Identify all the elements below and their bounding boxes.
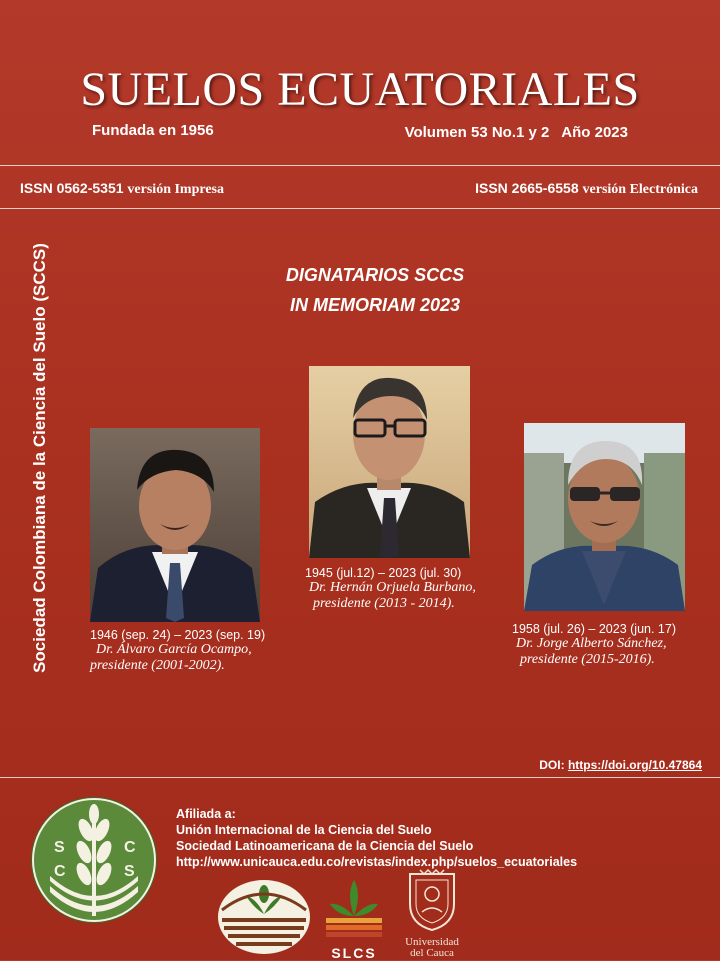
sccs-letter-1: S <box>54 839 65 856</box>
unicauca-line-1: Universidad <box>405 936 459 948</box>
divider-bottom <box>0 777 720 778</box>
portrait-orjuela <box>309 366 470 558</box>
heading-line-1: DIGNATARIOS SCCS <box>285 265 465 285</box>
divider-top <box>0 165 720 166</box>
sccs-logo <box>30 796 158 924</box>
unicauca-text <box>400 937 464 959</box>
slcs-text: SLCS <box>331 945 377 961</box>
caption-garcia <box>90 628 265 674</box>
sccs-letter-3: C <box>124 839 136 856</box>
caption-orjuela-role: presidente (2013 - 2014). <box>313 596 455 611</box>
caption-orjuela-dates: 1945 (jul.12) – 2023 (jul. 30) <box>305 566 462 580</box>
founded-text: Fundada en 1956 <box>92 122 214 139</box>
side-society-text: Sociedad Colombiana de la Ciencia del Suelo (SCCS) <box>30 243 49 673</box>
volume-text: Volumen 53 No.1 y 2 Año 2023 <box>404 124 628 141</box>
issn-electronic-number: ISSN 2665-6558 <box>475 180 579 196</box>
sccs-letter-4: S <box>124 863 135 880</box>
caption-garcia-role: presidente (2001-2002). <box>90 658 225 673</box>
heading-line-2: IN MEMORIAM 2023 <box>289 295 461 315</box>
portrait-garcia <box>90 428 260 622</box>
journal-title: SUELOS ECUATORIALES <box>80 63 640 116</box>
caption-garcia-dates: 1946 (sep. 24) – 2023 (sep. 19) <box>90 628 266 642</box>
portrait-sanchez <box>524 423 685 611</box>
issn-electronic-label: versión Electrónica <box>582 182 698 197</box>
caption-sanchez-name: Dr. Jorge Alberto Sánchez, <box>516 636 667 651</box>
caption-orjuela-name: Dr. Hernán Orjuela Burbano, <box>309 580 476 595</box>
doi-label: DOI: <box>539 758 565 772</box>
unicauca-logo <box>400 868 464 958</box>
issn-print-number: ISSN 0562-5351 <box>20 180 124 196</box>
doi-line <box>539 758 702 772</box>
affiliation-org-1: Unión Internacional de la Ciencia del Suelo <box>176 823 432 837</box>
issn-electronic <box>475 180 698 198</box>
divider-issn <box>0 208 720 209</box>
unicauca-line-2: del Cauca <box>410 947 454 959</box>
sccs-letter-2: C <box>54 863 66 880</box>
caption-sanchez-role: presidente (2015-2016). <box>520 652 655 667</box>
doi-link[interactable]: https://doi.org/10.47864 <box>567 758 702 772</box>
caption-orjuela <box>305 566 476 612</box>
caption-sanchez <box>512 622 676 668</box>
caption-garcia-name: Dr. Álvaro García Ocampo, <box>96 642 252 657</box>
affiliation-label: Afiliada a: <box>176 807 236 821</box>
affiliation-org-2: Sociedad Latinoamericana de la Ciencia del Suelo <box>176 839 474 853</box>
affiliation-block <box>176 806 577 870</box>
iuss-logo <box>216 878 312 956</box>
issn-print-label: versión Impresa <box>127 182 224 197</box>
slcs-logo <box>324 876 384 961</box>
section-heading <box>200 260 550 320</box>
caption-sanchez-dates: 1958 (jul. 26) – 2023 (jun. 17) <box>512 622 676 636</box>
issn-print <box>20 180 224 198</box>
affiliation-url[interactable]: http://www.unicauca.edu.co/revistas/index.php/suelos_ecuatoriales <box>176 855 578 869</box>
